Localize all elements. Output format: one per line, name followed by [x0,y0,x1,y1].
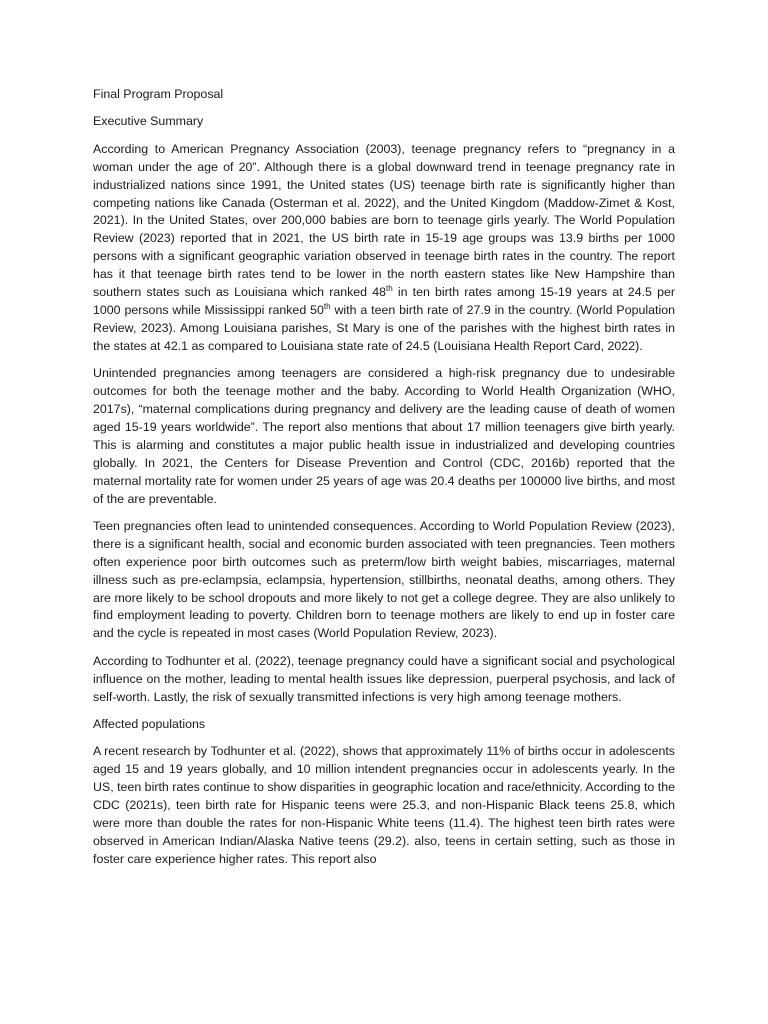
superscript-th: th [386,283,393,293]
section-heading-executive-summary: Executive Summary [93,114,204,129]
superscript-th: th [323,301,331,311]
section-heading-affected-populations: Affected populations [93,717,206,731]
paragraph-4: According to Todhunter et al. (2022), teenage pregnancy could have a significant social and psychological influence on the mother, leading to mental health issues like depression, puerperal psychosis, and lack of self-worth. Lastly, the risk of sexually transmitted infections is very high among teenage mothers. [93,653,675,704]
document-title: Final Program Proposal [93,87,224,101]
paragraph-1-text-b: in ten birth rates among 15-19 years at 24.5 per 1000 persons while Mississippi ranked 50 [93,285,675,317]
paragraph-1 [93,141,675,356]
paragraph-2: Unintended pregnancies among teenagers are considered a high-risk pregnancy due to undesirable outcomes for both the teenage mother and the baby. According to World Health Organization (WHO, 2017s), “maternal complications during pregnancy and delivery are the leading cause of death of women aged 15-19 years worldwide”. The report also mentions that about 17 million teenagers give birth yearly. This is alarming and constitutes a major public health issue in industrialized and developing countries globally. In 2021, the Centers for Disease Prevention and Control (CDC, 2016b) reported that the maternal mortality rate for women under 25 years of age was 20.4 deaths per 100000 live births, and most of the are preventable. [93,366,675,506]
document-page [93,86,675,878]
paragraph-5: A recent research by Todhunter et al. (2022), shows that approximately 11% of births occur in adolescents aged 15 and 19 years globally, and 10 million intendent pregnancies occur in adolescents yearly. In the US, teen birth rates continue to show disparities in geographic location and race/ethnicity. According to the CDC (2021s), teen birth rate for Hispanic teens were 25.3, and non-Hispanic Black teens 25.8, which were more than double the rates for non-Hispanic White teens (11.4). The highest teen birth rates were observed in American Indian/Alaska Native teens (29.2). also, teens in certain setting, such as those in foster care experience higher rates. This report also [93,744,675,866]
paragraph-1-text-c: with a teen birth rate of 27.9 in the country. (World Population Review, 2023). Among Louisiana parishes, St Mary is one of the parishes with the highest birth rates in the states at 42.1 as compared to Louisiana state rate of 24.5 (Louisiana Health Report Card, 2022). [93,302,675,353]
paragraph-1-text-a: According to American Pregnancy Association (2003), teenage pregnancy refers to “pregnancy in a woman under the age of 20”. Although there is a global downward trend in teenage pregnancy rate in industrialized nations since 1991, the United states (US) teenage birth rate is significantly higher than competing nations like Canada (Osterman et al. 2022), and the United Kingdom (Maddow-Zimet & Kost, 2021). In the United States, over 200,000 babies are born to teenage girls yearly. The World Population Review (2023) reported that in 2021, the US birth rate in 15-19 age groups was 13.9 births per 1000 persons with a significant geographic variation observed in teenage birth rates in the country. The report has it that teenage birth rates tend to be lower in the north eastern states like New Hampshire than southern states such as Louisiana which ranked 48 [93,141,675,300]
paragraph-3: Teen pregnancies often lead to unintended consequences. According to World Population Review (2023), there is a significant health, social and economic burden associated with teen pregnancies. Teen mothers often experience poor birth outcomes such as preterm/low birth weight babies, miscarriages, maternal illness such as pre-eclampsia, eclampsia, hypertension, stillbirths, neonatal deaths, among others. They are more likely to be school dropouts and more likely to not get a college degree. They are also unlikely to find employment leading to poverty. Children born to teenage mothers are likely to end up in foster care and the cycle is repeated in most cases (World Population Review, 2023). [93,518,675,641]
